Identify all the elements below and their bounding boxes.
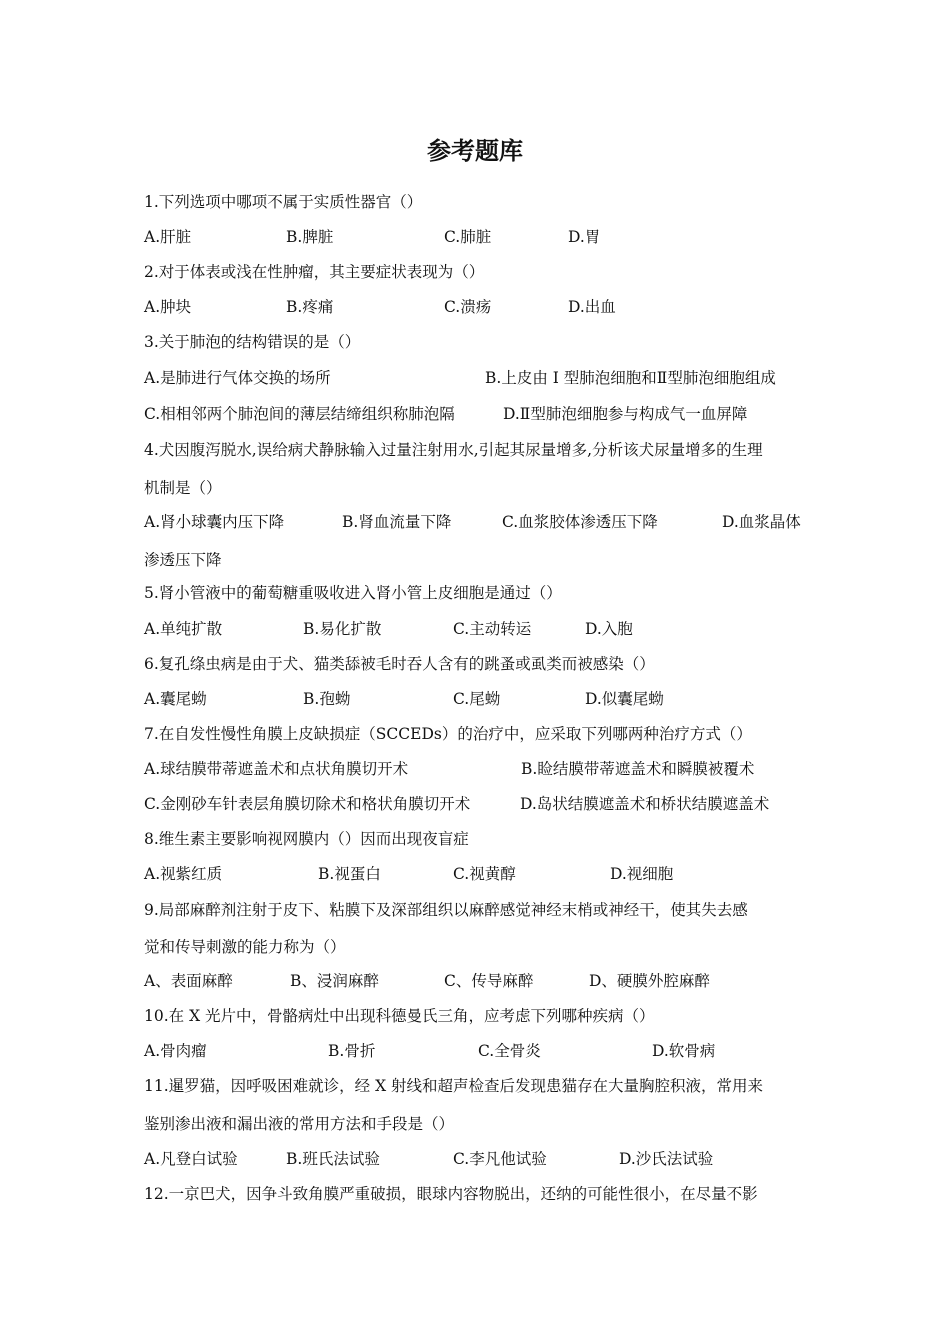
question-11-option-c: C.李凡他试验 — [453, 1150, 547, 1168]
question-5-option-d: D.入胞 — [585, 620, 633, 638]
question-11-option-b: B.班氏法试验 — [286, 1150, 380, 1168]
question-1-option-d: D.胃 — [568, 228, 601, 246]
question-4-stem-line-1: 4.犬因腹泻脱水,误给病犬静脉输入过量注射用水,引起其尿量增多,分析该犬尿量增多的生理 — [144, 441, 763, 459]
question-8-option-c: C.视黄醇 — [453, 865, 516, 883]
question-6-option-b: B.孢蚴 — [303, 690, 351, 708]
question-2-stem: 2.对于体表或浅在性肿瘤，其主要症状表现为（） — [144, 263, 485, 281]
question-10-option-c: C.全骨炎 — [478, 1042, 541, 1060]
question-7-option-c: C.金刚砂车针表层角膜切除术和格状角膜切开术 — [144, 795, 471, 813]
question-1-option-b: B.脾脏 — [286, 228, 334, 246]
question-1-stem: 1.下列选项中哪项不属于实质性器官（） — [144, 193, 423, 211]
question-4-option-d: D.血浆晶体 — [722, 513, 801, 531]
question-3-option-c: C.相相邻两个肺泡间的薄层结缔组织称肺泡隔 — [144, 405, 455, 423]
question-7-stem: 7.在自发性慢性角膜上皮缺损症（SCCEDs）的治疗中，应采取下列哪两种治疗方式（） — [144, 725, 752, 743]
question-4-option-c: C.血浆胶体渗透压下降 — [502, 513, 658, 531]
question-4-option-a: A.肾小球囊内压下降 — [144, 513, 285, 531]
question-10-option-d: D.软骨病 — [652, 1042, 716, 1060]
question-12-stem: 12.一京巴犬，因争斗致角膜严重破损，眼球内容物脱出，还纳的可能性很小，在尽量不影 — [144, 1185, 758, 1203]
question-8-option-a: A.视紫红质 — [144, 865, 223, 883]
question-11-option-a: A.凡登白试验 — [144, 1150, 238, 1168]
question-5-option-a: A.单纯扩散 — [144, 620, 223, 638]
question-9-option-d: D、硬膜外腔麻醉 — [589, 972, 710, 990]
question-10-stem: 10.在 X 光片中，骨骼病灶中出现科德曼氏三角，应考虑下列哪种疾病（） — [144, 1007, 655, 1025]
question-7-option-a: A.球结膜带蒂遮盖术和点状角膜切开术 — [144, 760, 409, 778]
question-5-stem: 5.肾小管液中的葡萄糖重吸收进入肾小管上皮细胞是通过（） — [144, 584, 562, 602]
question-7-option-b: B.睑结膜带蒂遮盖术和瞬膜被覆术 — [521, 760, 755, 778]
question-8-stem: 8.维生素主要影响视网膜内（）因而出现夜盲症 — [144, 830, 469, 848]
question-6-option-a: A.囊尾蚴 — [144, 690, 207, 708]
question-1-option-c: C.肺脏 — [444, 228, 492, 246]
question-3-stem: 3.关于肺泡的结构错误的是（） — [144, 333, 361, 351]
question-3-option-d: D.Ⅱ型肺泡细胞参与构成气一血屏障 — [503, 405, 748, 423]
question-2-option-c: C.溃疡 — [444, 298, 492, 316]
question-9-stem-line-1: 9.局部麻醉剂注射于皮下、粘膜下及深部组织以麻醉感觉神经末梢或神经干，使其失去感 — [144, 901, 748, 919]
question-9-option-b: B、浸润麻醉 — [290, 972, 379, 990]
question-9-option-c: C、传导麻醉 — [444, 972, 534, 990]
question-6-option-c: C.尾蚴 — [453, 690, 501, 708]
question-5-option-c: C.主动转运 — [453, 620, 532, 638]
question-11-stem-line-1: 11.暹罗猫，因呼吸困难就诊，经 X 射线和超声检查后发现患猫存在大量胸腔积液，常用来 — [144, 1077, 764, 1095]
question-5-option-b: B.易化扩散 — [303, 620, 382, 638]
question-10-option-a: A.骨肉瘤 — [144, 1042, 207, 1060]
question-4-stem-line-2: 机制是（） — [144, 479, 222, 497]
question-3-option-a: A.是肺进行气体交换的场所 — [144, 369, 331, 387]
question-1-option-a: A.肝脏 — [144, 228, 192, 246]
question-2-option-b: B.疼痛 — [286, 298, 334, 316]
question-4-option-b: B.肾血流量下降 — [342, 513, 452, 531]
question-11-option-d: D.沙氏法试验 — [619, 1150, 714, 1168]
question-7-option-d: D.岛状结膜遮盖术和桥状结膜遮盖术 — [520, 795, 770, 813]
question-2-option-a: A.肿块 — [144, 298, 192, 316]
question-6-stem: 6.复孔绦虫病是由于犬、猫类舔被毛时吞人含有的跳蚤或虱类而被感染（） — [144, 655, 655, 673]
question-4-option-d-continued: 渗透压下降 — [144, 551, 222, 569]
question-10-option-b: B.骨折 — [328, 1042, 376, 1060]
question-3-option-b: B.上皮由 I 型肺泡细胞和Ⅱ型肺泡细胞组成 — [485, 369, 776, 387]
question-9-stem-line-2: 觉和传导刺激的能力称为（） — [144, 938, 346, 956]
question-6-option-d: D.似囊尾蚴 — [585, 690, 664, 708]
question-8-option-b: B.视蛋白 — [318, 865, 381, 883]
question-8-option-d: D.视细胞 — [610, 865, 674, 883]
question-11-stem-line-2: 鉴别渗出液和漏出液的常用方法和手段是（） — [144, 1115, 455, 1133]
page-title: 参考题库 — [427, 136, 523, 165]
question-2-option-d: D.出血 — [568, 298, 616, 316]
question-9-option-a: A、表面麻醉 — [144, 972, 233, 990]
